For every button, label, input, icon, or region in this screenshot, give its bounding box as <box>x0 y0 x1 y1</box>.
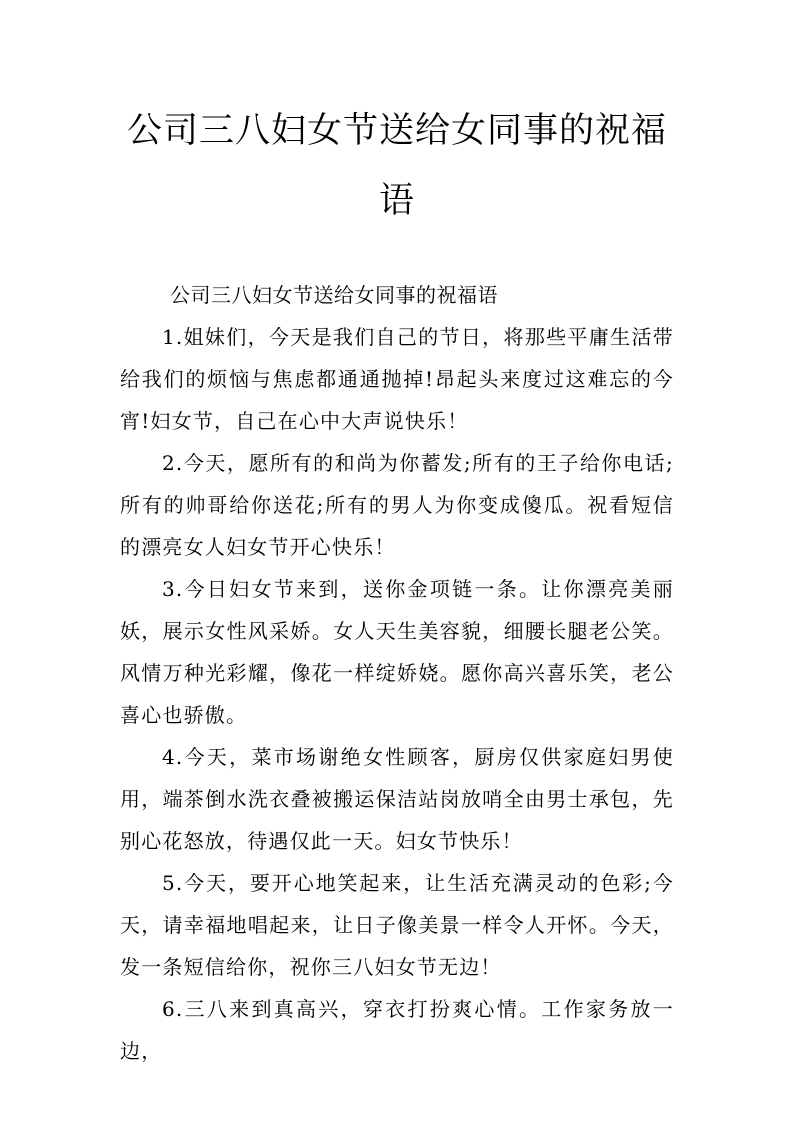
paragraph-5: 5.今天，要开心地笑起来，让生活充满灵动的色彩;今天，请幸福地唱起来，让日子像美景一样令人开怀。今天，发一条短信给你，祝你三八妇女节无边！ <box>120 871 674 979</box>
paragraph-2: 2.今天，愿所有的和尚为你蓄发;所有的王子给你电话;所有的帅哥给你送花;所有的男人为你变成傻瓜。祝看短信的漂亮女人妇女节开心快乐！ <box>120 451 674 559</box>
paragraph-6: 6.三八来到真高兴，穿衣打扮爽心情。工作家务放一边， <box>120 997 674 1063</box>
paragraph-1: 1.姐妹们，今天是我们自己的节日，将那些平庸生活带给我们的烦恼与焦虑都通通抛掉!昂起头来度过这难忘的今宵!妇女节，自己在心中大声说快乐！ <box>120 325 674 433</box>
document-title: 公司三八妇女节送给女同事的祝福语 <box>126 111 667 221</box>
paragraph-4: 4.今天，菜市场谢绝女性顾客，厨房仅供家庭妇男使用，端茶倒水洗衣叠被搬运保洁站岗放哨全由男士承包，先别心花怒放，待遇仅此一天。妇女节快乐！ <box>120 745 674 853</box>
paragraph-3: 3.今日妇女节来到，送你金项链一条。让你漂亮美丽妖，展示女性风采娇。女人天生美容貌，细腰长腿老公笑。风情万种光彩耀，像花一样绽娇娆。愿你高兴喜乐笑，老公喜心也骄傲。 <box>120 577 674 727</box>
document-subtitle: 公司三八妇女节送给女同事的祝福语 <box>170 283 498 307</box>
document-body <box>120 274 674 1072</box>
